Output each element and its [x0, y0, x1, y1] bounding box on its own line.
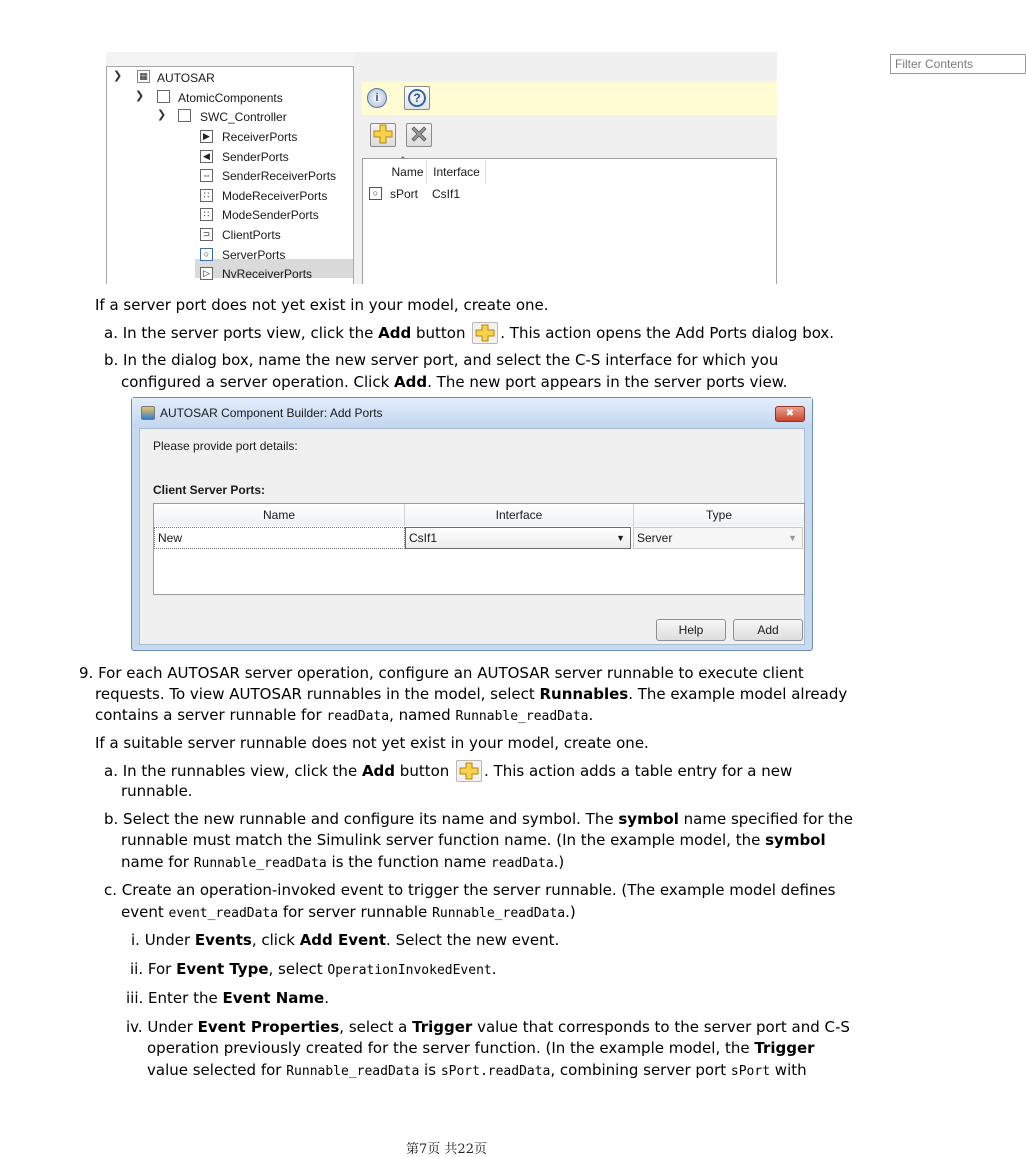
column-header-type[interactable]: Type	[634, 504, 804, 526]
model-explorer-screenshot	[106, 52, 974, 284]
text-run: configured a server operation. Click	[121, 373, 395, 391]
text-run: , click	[251, 931, 300, 949]
text-run: for server runnable	[278, 903, 433, 921]
server-ports-view	[362, 52, 974, 284]
receiver-port-icon: ▶	[200, 130, 213, 143]
text-run: . The example model already	[628, 685, 848, 703]
bold-trigger: Trigger	[412, 1018, 473, 1036]
step-a-add-port	[104, 322, 834, 344]
ports-table	[362, 155, 777, 284]
bold-runnables: Runnables	[539, 685, 629, 703]
question-icon: ?	[408, 89, 426, 107]
text-run: with	[770, 1061, 807, 1079]
bold-events: Events	[194, 931, 252, 949]
text-run: . Select the new event.	[386, 931, 560, 949]
text-run: name specified for the	[678, 810, 853, 828]
bold-add: Add	[361, 762, 396, 780]
dropdown-arrow-icon: ▼	[788, 533, 797, 543]
bold-event-properties: Event Properties	[197, 1018, 340, 1036]
add-icon	[472, 322, 498, 344]
text-run: iv. Under	[126, 1018, 198, 1036]
chevron-down-icon[interactable]: ❯	[157, 109, 167, 121]
step9-b-line3	[121, 852, 564, 874]
text-run: runnable must match the Simulink server function name. (In the example model, the	[121, 831, 766, 849]
chevron-down-icon[interactable]: ❯	[135, 90, 145, 102]
bold-event-type: Event Type	[176, 960, 269, 978]
code-operation-invoked-event: OperationInvokedEvent	[327, 963, 492, 978]
code-runnable-readdata: Runnable_readData	[455, 709, 589, 724]
table-row-interface[interactable]: CsIf1	[432, 187, 461, 201]
text-run: is the function name	[326, 853, 492, 871]
text-run: i. Under	[131, 931, 195, 949]
tree-item-mode-receiver-ports[interactable]: ModeReceiverPorts	[222, 189, 328, 203]
substep-iii	[126, 988, 329, 1009]
section-heading: Client Server Ports:	[153, 483, 266, 497]
client-port-icon: ⊃	[200, 228, 213, 241]
tree-item-receiver-ports[interactable]: ReceiverPorts	[222, 130, 298, 144]
sender-port-icon: ◀	[200, 150, 213, 163]
sort-chevron-icon: ⌃	[399, 155, 407, 165]
text-run: , select a	[339, 1018, 413, 1036]
bold-symbol: symbol	[765, 831, 826, 849]
mode-receiver-port-icon: ∷	[200, 189, 213, 202]
add-ports-dialog	[131, 397, 813, 651]
column-header-name[interactable]: Name	[154, 504, 405, 526]
text-run: value selected for	[147, 1061, 287, 1079]
text-run: ii. For	[130, 960, 177, 978]
tree-item-client-ports[interactable]: ClientPorts	[222, 228, 281, 242]
ports-table	[153, 503, 805, 595]
text-run: . This action opens the Add Ports dialog box.	[500, 324, 835, 342]
text-run: .	[588, 706, 594, 724]
bold-trigger: Trigger	[754, 1039, 815, 1057]
text-run: , named	[389, 706, 456, 724]
code-sport-readdata: sPort.readData	[440, 1064, 551, 1079]
table-row-name[interactable]: sPort	[390, 187, 419, 201]
interface-select[interactable]	[405, 527, 631, 549]
type-value: Server	[637, 531, 673, 545]
text-run: , select	[268, 960, 328, 978]
text-run: a. In the runnables view, click the	[104, 762, 362, 780]
delete-icon	[409, 124, 429, 144]
text-run: event	[121, 903, 169, 921]
code-readdata: readData	[326, 709, 390, 724]
tree-item-autosar[interactable]: AUTOSAR	[157, 71, 215, 85]
column-header-interface[interactable]: Interface	[405, 504, 634, 526]
app-icon	[141, 406, 155, 420]
pane-splitter[interactable]	[354, 52, 362, 284]
bold-event-name: Event Name	[222, 989, 325, 1007]
text-run: contains a server runnable for	[95, 706, 327, 724]
step9-a-line2: runnable.	[121, 782, 193, 800]
text-run: .)	[553, 853, 565, 871]
tree-header-strip	[106, 52, 354, 66]
step9-line4: If a suitable server runnable does not yet exist in your model, create one.	[95, 734, 649, 752]
dialog-titlebar	[132, 398, 812, 428]
text-run: a. In the server ports view, click the	[104, 324, 379, 342]
paragraph-create-port: If a server port does not yet exist in your model, create one.	[95, 296, 549, 314]
text-run: .	[491, 960, 497, 978]
code-runnable-readdata: Runnable_readData	[432, 906, 566, 921]
info-icon[interactable]: i	[367, 88, 387, 108]
substep-iv-line1	[126, 1017, 850, 1038]
step9-c-line2	[121, 902, 576, 924]
info-bar	[362, 82, 777, 115]
text-run: button	[395, 762, 455, 780]
step9-a-line1	[104, 760, 792, 782]
code-readdata: readData	[491, 856, 554, 871]
delete-port-button[interactable]	[406, 123, 432, 147]
text-run: .)	[565, 903, 576, 921]
bold-add: Add	[378, 324, 412, 342]
step9-b-line1	[104, 809, 853, 830]
step9-line3	[95, 705, 593, 727]
add-icon	[456, 760, 482, 782]
autosar-tree-panel	[106, 66, 354, 284]
code-event-readdata: event_readData	[168, 906, 279, 921]
bold-symbol: symbol	[618, 810, 679, 828]
server-port-icon: ○	[369, 187, 382, 200]
close-button[interactable]: ✖	[775, 406, 805, 422]
component-icon	[178, 109, 191, 122]
code-runnable-readdata: Runnable_readData	[286, 1064, 420, 1079]
nv-receiver-port-icon: ▷	[200, 267, 213, 280]
text-run: name for	[121, 853, 194, 871]
add-icon	[373, 124, 393, 144]
bold-add-event: Add Event	[299, 931, 387, 949]
interface-value: CsIf1	[409, 531, 438, 545]
step9-c-line1: c. Create an operation-invoked event to trigger the server runnable. (The example model defines	[104, 881, 836, 899]
text-run: . The new port appears in the server ports view.	[427, 373, 788, 391]
type-select[interactable]	[633, 527, 803, 549]
step-b-line1: b. In the dialog box, name the new server port, and select the C-S interface for which you	[104, 351, 779, 369]
chevron-down-icon[interactable]: ❯	[113, 70, 123, 82]
text-run: . This action adds a table entry for a new	[484, 762, 793, 780]
server-port-icon: ○	[200, 248, 213, 261]
step9-line2	[95, 684, 847, 705]
filter-contents-input[interactable]: Filter Contents	[890, 54, 1026, 74]
column-header-name[interactable]: Name	[389, 161, 427, 183]
sender-receiver-port-icon: ⇔	[202, 170, 211, 180]
text-run: , combining server port	[550, 1061, 731, 1079]
text-run: operation previously created for the server function. (In the example model, the	[147, 1039, 755, 1057]
dialog-title: AUTOSAR Component Builder: Add Ports	[160, 406, 383, 420]
step9-b-line2	[121, 830, 826, 851]
substep-iv-line3	[147, 1060, 807, 1082]
help-button[interactable]: Help	[656, 619, 726, 641]
tree-item-server-ports[interactable]: ServerPorts	[222, 248, 286, 262]
dropdown-arrow-icon: ▼	[616, 533, 625, 543]
substep-iv-line2	[147, 1038, 815, 1059]
tree-item-mode-sender-ports[interactable]: ModeSenderPorts	[222, 208, 319, 222]
dialog-body	[139, 428, 805, 645]
dialog-prompt: Please provide port details:	[153, 439, 298, 453]
tree-item-nv-receiver-ports[interactable]: NvReceiverPorts	[222, 267, 313, 281]
code-sport: sPort	[730, 1064, 771, 1079]
text-run: iii. Enter the	[126, 989, 223, 1007]
tree-item-swc-controller[interactable]: SWC_Controller	[200, 110, 287, 124]
add-port-button[interactable]	[370, 123, 396, 147]
substep-i	[131, 930, 559, 951]
autosar-package-icon: ▦	[137, 70, 150, 83]
step-b-line2	[121, 372, 787, 393]
text-run: b. Select the new runnable and configure its name and symbol. The	[104, 810, 619, 828]
folder-icon	[157, 90, 170, 103]
tree-item-sender-ports[interactable]: SenderPorts	[222, 150, 289, 164]
tree-item-atomic-components[interactable]: AtomicComponents	[178, 91, 283, 105]
page-footer: 第7页 共22页	[406, 1142, 487, 1157]
text-run: is	[419, 1061, 441, 1079]
text-run: .	[324, 989, 329, 1007]
port-name-input[interactable]: New	[154, 527, 405, 549]
text-run: requests. To view AUTOSAR runnables in the model, select	[95, 685, 540, 703]
substep-ii	[130, 959, 497, 981]
tree-item-sender-receiver-ports[interactable]: SenderReceiverPorts	[222, 169, 337, 183]
add-button[interactable]: Add	[733, 619, 803, 641]
help-button[interactable]	[404, 86, 430, 110]
text-run: value that corresponds to the server port and C-S	[472, 1018, 850, 1036]
bold-add: Add	[394, 373, 428, 391]
mode-sender-port-icon: ∷	[200, 208, 213, 221]
column-header-interface[interactable]: Interface	[428, 161, 486, 183]
text-run: button	[411, 324, 471, 342]
code-runnable-readdata: Runnable_readData	[193, 856, 327, 871]
step9-line1: 9. For each AUTOSAR server operation, configure an AUTOSAR server runnable to execute client	[79, 664, 804, 682]
